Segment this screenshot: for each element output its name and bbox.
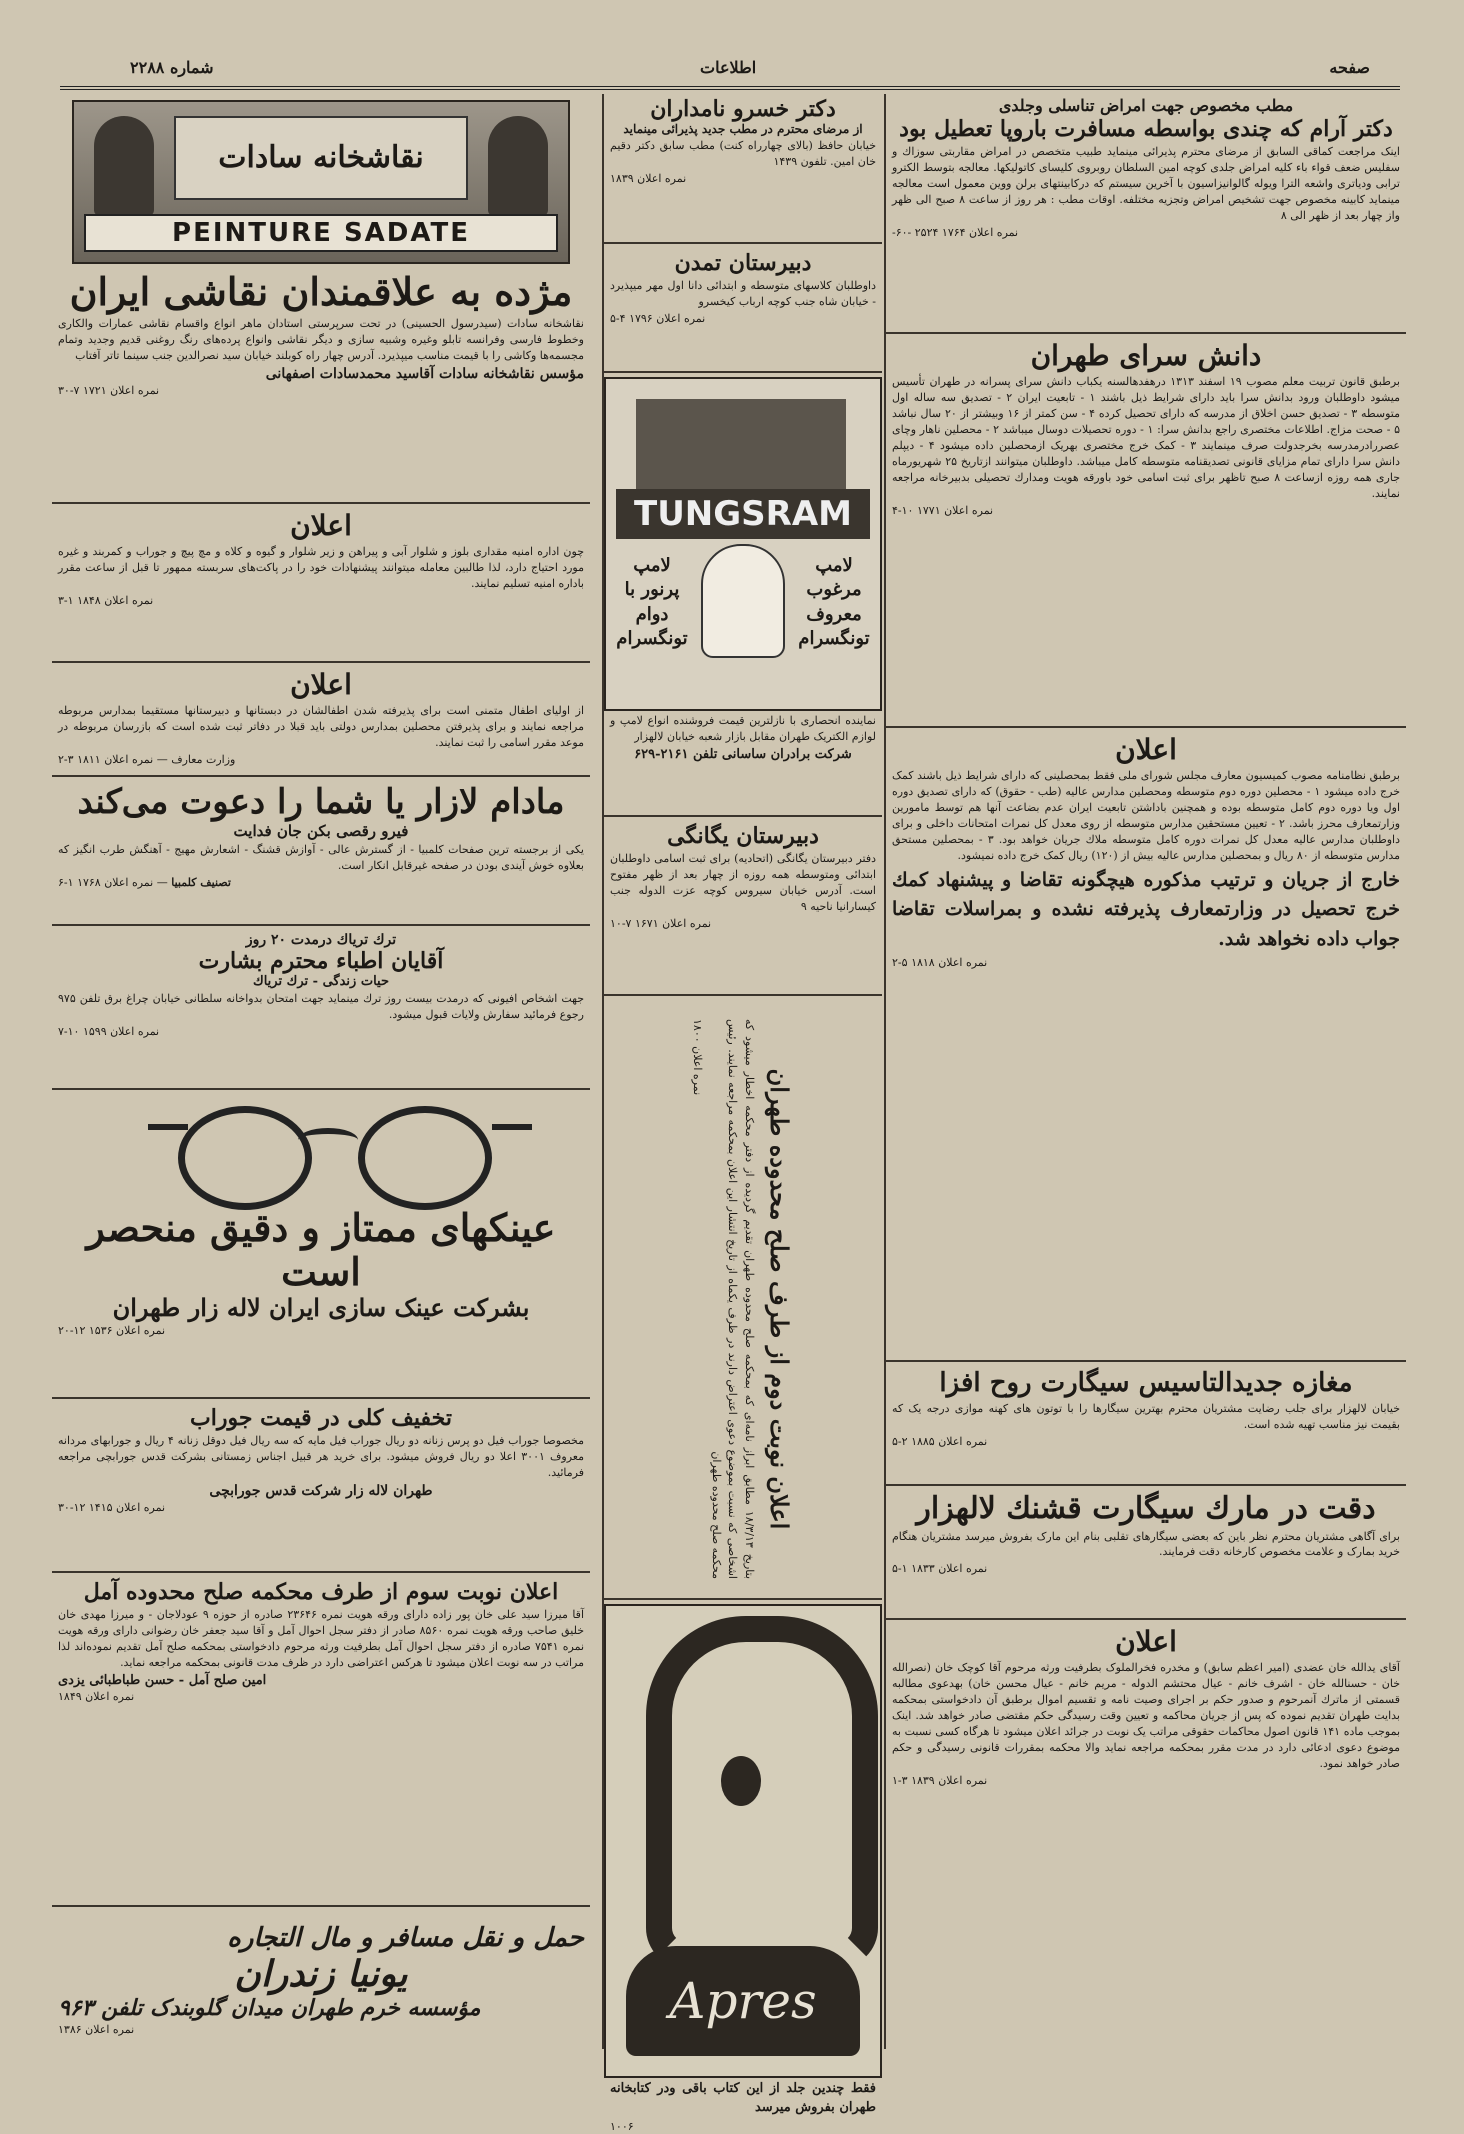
ad-number: نمره اعلان ۱۸۴۹ [58,1690,135,1704]
glasses-arm-right [492,1124,532,1130]
ad-title: دبیرستان تمدن [674,250,812,276]
ad-number: نمره اعلان ۱۳۸۶ [58,2023,135,2036]
tungsram-brand: TUNGSRAM [616,489,870,539]
apres-brand: Apres [626,1946,860,2056]
issue-number: شماره ۲۲۸۸ [130,58,214,77]
ad-title: مادام لازار یا شما را دعوت می‌کند [77,782,565,822]
ad-body: برطبق نظامنامه مصوب کمیسیون معارف مجلس شورای ملی فقط بمحصلینی که دارای شرایط ذیل باشند کمک خرج داده میشود ۱ - محصلین دوره دوم متوسطه ومحصلین مدارس عالیه (طب - حقوق) که دارای تصدیق دوره اول ویا دوره دوم کامل متوسطه بوده و همچنین باداشتن تابعیت ایران عدم بضاعت آنها هم توسط مامورین وزارتمعارف محرز باشد. ۲ - تعیین مستحقین مدارس متوسطه از روی معدل کل نمرات امتحانات داخلی و برای داوطلبان مدارس عالیه معدل کل نمرات دوره کامل متوسطه ملاك جریان خواهد بود. ۳ - بمحصلین مستحق مدارس متوسطه از ۸۰ ریال و بمحصلین مدارس عالیه بیش از (۱۲۰) ریال کمک خرج داده نمیشود. [892,769,1400,862]
ad-dr-khosro [604,94,882,244]
tungsram-left-text: لامپ پرنور با دوام تونگسرام [616,555,688,649]
ad-number: نمره اعلان ۱۵۹۹ ۱۰-۷ [58,1025,160,1039]
ad-body: نماینده انحصاری با نازلترین قیمت فروشنده انواع لامپ و لوازم الکتریک طهران مقابل بازار شعبه خیابان لالهزار [610,714,876,743]
ad-number: ۱۰۰۶ [610,2119,634,2133]
ad-number: نمره اعلان ۱۷۶۸ ۱-۶ [58,875,154,889]
ad-number: نمره اعلان ۱۸۱۱ ۳-۲ [58,753,154,766]
ad-body: خیابان حافظ (بالای چهارراه کنت) مطب سابق دکتر دقیم خان امین. تلفون ۱۴۳۹ [610,139,876,169]
ad-body: فقط چندین جلد از این کتاب باقی ودر کتابخانه طهران بفروش میرسد [610,2081,876,2115]
glasses-arm-left [148,1124,188,1130]
ad-body: خیابان لالهزار برای جلب رضایت مشتریان محترم بهترین سیگارها را با توتون های کهنه موازی درجه یک که بقیمت نیز مناسب تهیه شده است. [892,1402,1400,1432]
ad-title-small: مطب مخصوص جهت امراض تناسلی وجلدی [998,96,1294,115]
ad-signature: تصنیف کلمبیا [171,875,231,889]
ad-body: آقا میرزا سید علی خان پور زاده دارای ورقه هویت نمره ۲۳۶۴۶ صادره از حوزه ۹ عودلاجان - و میرزا مهدی خان خلیق صاحب ورقه هویت نمره ۸۵۶۰ صادر از دفتر سجل احوال آمل و آقا سید جعفر خان رضوانی دارای ورقه هویت نمره ۷۵۴۱ صادره از دفتر سجل احوال آمل بطرفیت ورثه مرحوم دادخواستی بمحکمه صلح آمل تقدیم نموده‌اند لذا مراتب در سه نوبت اعلان میشود تا هرکس اعتراضی دارد در ظرف مدت قانونی بمحکمه مراجعه نماید. [58,1608,585,1670]
glasses-bridge [298,1128,358,1152]
ad-apres [604,1604,882,2134]
ad-subtitle: حیات زندگی - ترك تریاك [253,974,389,990]
ad-title: اعلان [1115,1625,1177,1658]
lightbulb-icon [701,544,785,658]
ad-number: نمره اعلان ۱۷۶۴ ۲۵۲۴ -۶۰- [892,226,1019,240]
ad-number: نمره اعلان ۱۸۱۸ ۵-۲ [892,956,988,970]
ad-signature: طهران لاله زار شرکت قدس جورابچی [209,1483,433,1500]
ad-tark-taryak [52,930,590,1090]
ad-number: نمره اعلان ۱۷۲۱ ۷-۳۰ [58,383,160,397]
middle-column [602,94,882,2133]
ad-title: اعلان نوبت دوم از طرف صلح محدوده طهران [765,1068,794,1530]
ad-body: آقای یدالله خان عضدی (امیر اعظم سابق) و مخدره فخرالملوک بطرفیت ورثه مرحوم آقا کوچک خان (نصرالله خان - حسنالله خان - اشرف خانم - عیال محتشم الدوله - مریم خانم - عیال محسن خان) بهدعوی مطالبه قسمتی از ماترك آنمرحوم و صدور حکم بر اجرای وصیت نامه و تقسیم اموال برطبق آن دادخواستی بمحکمه بدایت طهران تقدیم نموده که پس از جریان محاکمه و تعیین وقت رسیدگی حکم مقتضی صادر خواهد شد. اینک بموجب ماده ۱۴۱ قانون اصول محاکمات حقوقی مراتب یک نوبت در جرائد اعلان میشود تا هرگاه کسی نسبت به موضوع دعوی ادعائی دارد در مدت مقرر بمحکمه مراجعه نماید والا محکمه بمقررات قانونی رسیدگی و حکم صادر خواهد نمود. [892,1661,1401,1770]
ad-body: نقاشخانه سادات (سیدرسول الحسینی) در تحت سرپرستی استادان ماهر انواع واقسام نقاشی عمارات والکاری وخطوط فارسی وفرانسه تابلو وغیره وشبیه سازی و دیگر نقاشی وانواع پرده‌های رنگ روغنی قدیم وجدید وتمام مجسمه‌ها وکاشی را با قیمت مناسب میپذیرد. آدرس چهار راه کوبلند خیابان سید نصرالدین جنب سینما تاتر آفتاب [58,316,584,362]
ad-number: نمره اعلان ۱۷۹۶ ۴-۵ [610,312,706,326]
figure-head [721,1756,761,1806]
ad-number: نمره اعلان ۱۸۸۵ ۲-۵ [892,1435,988,1449]
ad-body: داوطلبان کلاسهای متوسطه و ابتدائی دانا اول مهر میپذیرد - خیابان شاه جنب کوچه ارباب کیخسرو [610,279,876,309]
left-column [52,94,590,2049]
ad-body: اینک مراجعت کماقی السابق از مرضای محترم پذیرائی مینماید طبیب متخصص در امراض مقاربتی سوزاك و سفلیس ضعف قواء باء کلیه امراض جلدی کوچه امین السلطان روبروی کلیسای کاتولیکها. معالجه بتوسط الکترو ترابی ودیاتری واشعه الترا ویوله گالوانیزاسیون با آخرین سیستم که درکابینتهای برلن ووین معمول است معالجه مینماید کابینه مخصوص جهت تشخیص امراض وتجزیه مختلفه. اوقات مطب : هر روز از ساعت ۸ صبح الی ظهر واز چهار بعد از ظهر الی ۸ [892,145,1400,223]
ad-title: اعلان نوبت سوم از طرف محکمه صلح محدوده آمل [83,1579,559,1605]
ad-line1: حمل و نقل مسافر و مال التجاره [227,1923,584,1953]
ad-title: مغازه جدیدالتاسیس سیگارت روح افزا [939,1368,1353,1398]
ad-body: دفتر دبیرستان یگانگی (اتحادیه) برای ثبت اسامی داوطلبان ابتدائی ومتوسطه همه روزه از چهار بعد از ظهر مفتوح است. آدرس خیابان سیروس کوچه عزت الدوله جنب کیسارانیا ناحیه ۹ [610,852,876,914]
ad-elan-lebas [52,508,590,663]
eyeglasses-icon [58,1096,584,1206]
ad-title: تخفیف کلی در قیمت جوراب [190,1405,452,1431]
ad-title: دقت در مارك سیگارت قشنك لالهزار [916,1491,1376,1526]
ad-footer: خارج از جریان و ترتیب مذکوره هیچگونه تقاضا و پیشنهاد کمك خرج تحصیل در وزارتمعارف پذیرفته نشده و بمراسلات تقاضا جواب داده نخواهد شد. [892,868,1400,950]
ad-body: بتاریخ ۱۸/۳/۱۳ مطابق ابراز نامه‌ای که بمحکمه صلح محدوده طهران تقدیم گردیده از دفتر محکمه اخطار میشود که اشخاصی که نسبت بموضوع دعوی اعتراض دارند در ظرف یکماه از تاریخ انتشار این اعلان بمحکمه مراجعه نمایند. رئیس محکمه صلح محدوده طهران [710,1019,756,1580]
ad-body: برای آگاهی مشتریان محترم نظر باین که بعضی سیگارهای تقلبی بنام این مارک بفروش میرسد مشتریان هنگام خرید بمارک و علامت مخصوص کارخانه دقت فرمایند. [892,1529,1400,1559]
ad-body: جهت اشخاص افیونی که درمدت بیست روز ترك مینماید جهت امتحان بدواخانه سلطانی خیابان چراغ برق تلفن ۹۷۵ رجوع فرمائید سفارش ولایات قبول میشود. [58,992,584,1022]
sadate-image [72,100,570,264]
ad-subtitle: بشرکت عینک سازی ایران لاله زار طهران [112,1293,530,1323]
ad-number-row: تصنیف کلمبیا — نمره اعلان ۱۷۶۸ ۱-۶ [58,875,231,889]
ad-title: دکتر آرام که چندی بواسطه مسافرت باروپا تعطیل بود [899,116,1393,142]
page-label: صفحه [1329,58,1370,77]
ad-daneshsara [886,338,1406,728]
ad-title: اعلان [1115,733,1177,766]
masthead [60,58,1400,90]
ad-number: نمره اعلان ۱۸۳۳ ۱-۵ [892,1562,988,1576]
ad-elan-maaref [886,732,1406,1362]
tungsram-right-text: لامپ مرغوب معروف تونگسرام [798,555,870,649]
vertical-text [689,1019,797,1579]
glasses-lens-left [178,1106,312,1210]
ad-body: از اولیای اطفال متمنی است برای پذیرفته شدن اطفالشان در دبستانها و دبیرستانها مستقیما بمدارس مربوطه مراجعه نمایند و برای پذیرفتن محصلین بمدارس دولتی باید قبلا در دفاتر ثبت شده است که بازرسان مربوطه در موعد مقرر اسامی را ثبت نمایند. [58,704,584,750]
glasses-lens-right [358,1106,492,1210]
ad-company: شرکت برادران ساسانی تلفن ۲۱۶۱-۶۲۹ [634,746,852,762]
tungsram-image [604,377,882,711]
ad-jorab [52,1403,590,1573]
ad-doctor-aram [886,94,1406,334]
right-column [884,94,1406,2049]
ad-madam-lazar [52,781,590,926]
ad-number-row: وزارت معارف — نمره اعلان ۱۸۱۱ ۳-۲ [58,753,236,766]
ad-line2: یونیا زندران [234,1953,408,1995]
paper-name: اطلاعات [700,58,757,77]
ad-eynak [52,1094,590,1399]
ad-body: مخصوصا جوراب فیل دو پرس زنانه دو ریال جوراب فیل مایه که سه ریال فیل دوقل زنانه ۴ ریال و جورابهای مردانه معروف ۳۰۰۱ اعلا دو ریال فروش میشود. برای خرید هر قبیل اجناس زمستانی بشرکت قدس جورابچی مراجعه فرمائید. [58,1434,584,1480]
ad-vertical-notice [604,1000,882,1600]
ad-title: دبیرستان یگانگی [667,823,819,849]
question-mark-icon [646,1616,878,1968]
ad-body: یکی از برجسته ترین صفحات کلمبیا - از گسترش عالی - آوازش قشنگ - اشعارش مهیج - آهنگش طرب انگیز که بعلاوه خوش آیندی بودن در صفحه غیرقابل انکار است. [58,843,584,873]
ad-number: نمره اعلان ۱۵۳۶ ۱۲-۲۰ [58,1324,166,1338]
ad-number: نمره اعلان ۱۸۳۹ ۳-۱ [892,1773,988,1787]
ad-ghashang [886,1490,1406,1620]
ad-number: نمره اعلان ۱۴۱۵ ۱۲-۳۰ [58,1501,166,1515]
ad-line3: مؤسسه خرم طهران میدان گلوبندک تلفن ۹۶۳ [58,1995,481,2021]
ad-number: نمره اعلان ۱۸۳۹ [610,172,687,186]
vertical-wrapper [604,1000,882,1598]
ad-elan-atfal [52,667,590,777]
figure-left [94,116,154,216]
ad-elan-ghafar [886,1624,1406,2094]
sadate-image-sub: PEINTURE SADATE [84,214,558,252]
ad-title: اعلان [290,668,352,701]
ad-header: ترك تریاك درمدت ۲۰ روز [245,932,397,948]
ad-number: نمره اعلان ۱۸۰۰ [691,1019,705,1096]
ad-subtitle: فیرو رقصی بکن جان فدایت [233,822,409,841]
figure-right [488,116,548,216]
sadate-image-title: نقاشخانه سادات [174,116,468,200]
ad-sadate [52,94,590,504]
ad-title: اعلان [290,509,352,542]
ad-signature: امین صلح آمل - حسن طباطبائی یزدی [58,1673,267,1689]
ad-number: نمره اعلان ۱۶۷۱ ۷-۱۰ [610,917,712,931]
ad-number: نمره اعلان ۱۷۷۱ ۱۰-۴ [892,503,994,517]
apres-image [604,1604,882,2078]
ad-title: مژده به علاقمندان نقاشی ایران [69,269,573,314]
ad-body: برطبق قانون تربیت معلم مصوب ۱۹ اسفند ۱۳۱۳ درهفدهالسنه یکباب دانش سرای پسرانه در طهران تأسیس میشود داوطلبان ورود بدانش سرا باید دارای شرایط ذیل باشند ۱ - تابعیت ایران ۲ - تصدیق سه ساله اول متوسطه ۳ - تصدیق حسن اخلاق از مدرسه که دارای تحصیل کرده ۴ - سن کمتر از ۱۶ وبیشتر از ۲۰ سال نباشد ۵ - صحت مزاج. اطلاعات مختصری راجع بدانش سرا: ۱ - دوره تحصیلات دوسال میباشد ۲ - محصلین ناهار وچای عصررادرمدرسه بخرجدولت صرف مینمایند ۳ - کمک خرج مختصری بهریک ازمحصلین داده میشود ۴ - دیپلم دانش سرا دارای تمام مزایای قانونی تصدیقنامه متوسطه کامل میباشد. داوطلبان میتوانند ازتاریخ ۲۵ شهریورماه جاری همه روزه ازساعت ۸ صبح تاظهر برای ثبت اسامی خود باورقه هویت ومدارك تحصیلی بدبیرخانه مراجعه نمایند. [892,375,1400,500]
ad-subtitle: از مرضای محترم در مطب جدید پذیرائی مینماید [623,122,863,137]
ad-amol [52,1577,590,1907]
ad-tungsram [604,377,882,817]
ad-moasese [52,1911,590,2111]
ad-title: دانش سرای طهران [1030,339,1262,372]
ad-title: دکتر خسرو نامداران [650,96,836,122]
ad-number: نمره اعلان ۱۸۴۸ ۱-۳ [58,594,154,607]
ad-title: آقایان اطباء محترم بشارت [198,948,444,974]
ad-rooh-afza [886,1366,1406,1486]
ad-title: عینکهای ممتاز و دقیق منحصر است [86,1205,556,1294]
ad-signature: وزارت معارف [171,753,236,766]
ad-tamadon [604,248,882,373]
ad-yeganegi [604,821,882,996]
ad-signature: مؤسس نقاشخانه سادات آقاسید محمدسادات اصفهانی [265,365,584,382]
factory-illustration [636,399,846,489]
ad-body: چون اداره امنیه مقداری بلوز و شلوار آبی و پیراهن و زیر شلوار و گیوه و کلاه و مچ پیچ و جوراب و کمربند و غیره مورد احتیاج دارد، لذا طالبین معامله میتوانند پیشنهادات خود را در پاکت‌های سربسته ممهور تا قبل از ساعت مقرر باداره امنیه تسلیم نمایند. [58,545,585,591]
